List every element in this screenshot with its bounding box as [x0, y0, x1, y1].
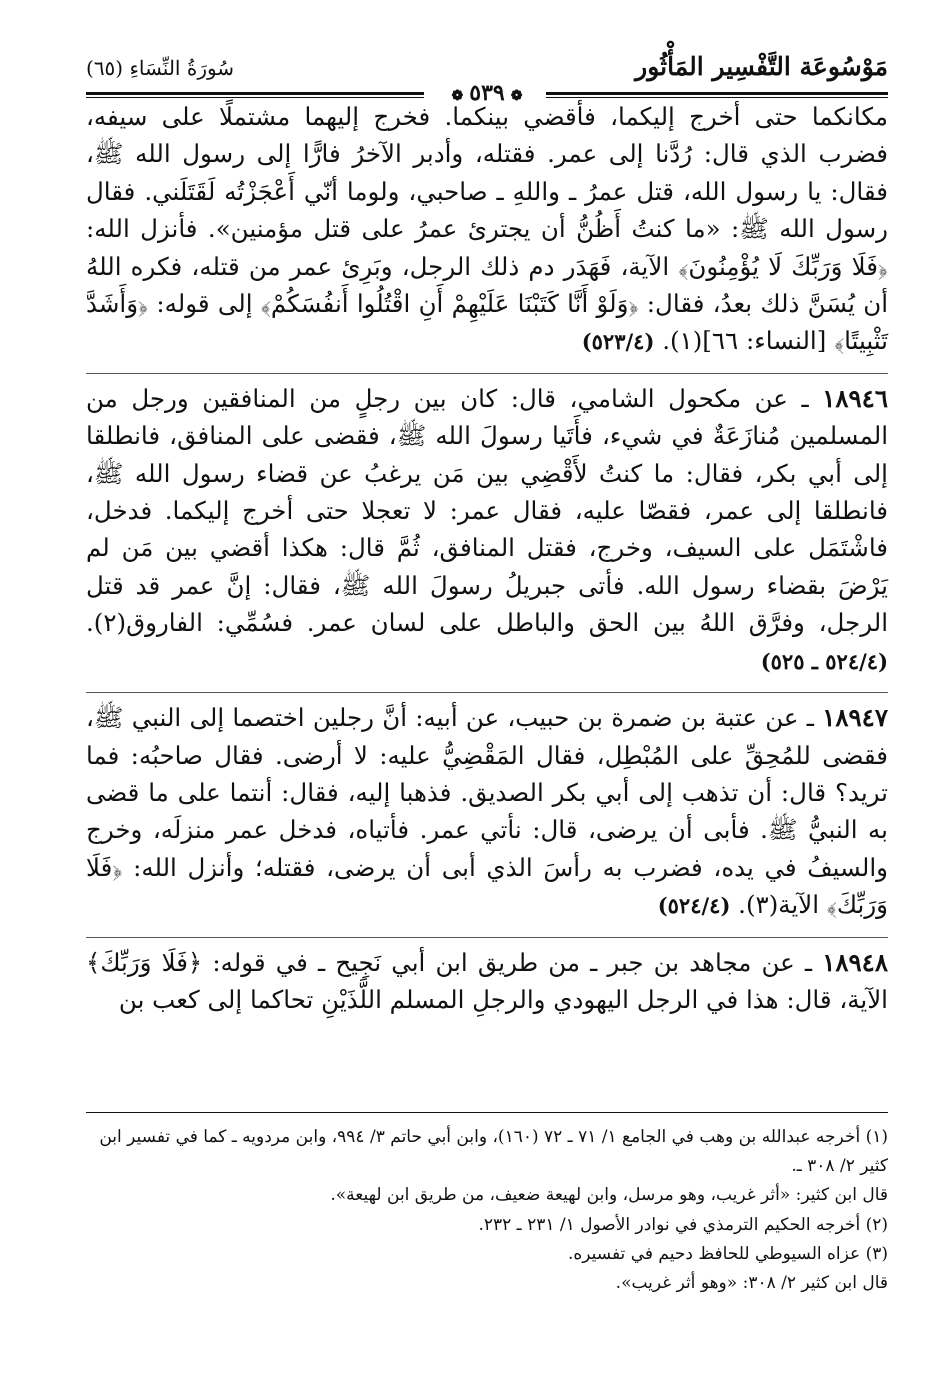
- entry-reference: (٥٢٣/٤): [581, 329, 655, 355]
- entry-18948: [86, 937, 888, 1019]
- entry-18946: [86, 373, 888, 680]
- entry-number: ١٨٩٤٧: [822, 703, 888, 733]
- footnote: قال ابن كثير ٢/ ٣٠٨: «وهو أثر غريب».: [615, 1273, 888, 1294]
- entry-paragraph: [86, 699, 888, 924]
- main-text: [86, 98, 888, 1018]
- entry-paragraph: [86, 380, 888, 680]
- entry-text: مكانكما حتى أخرج إليكما، فأقضي بينكما. فخرج إليهما مشتملًا على سيفه، فضرب الذي قال: رُدَّنا إلى عمر. فقتله، وأدبر الآخرُ فارًّا إلى رسول الله ﷺ، فقال: يا رسول الله، قتل عمرُ ـ واللهِ ـ صاحبي، ولوما أنّي أَعْجَزْتُه لَقَتَلَني. فقال رسول الله ﷺ: «ما كنتُ أَظُنُّ أن يجترئ عمرُ على قتل مؤمنين». فأنزل الله: ﴿فَلَا وَرَبِّكَ لَا يُؤْمِنُونَ﴾ الآية، فَهَدَر دم ذلك الرجل، وبَرِئ عمر من قتله، فكره اللهُ أن يُسَنَّ ذلك بعدُ، فقال: ﴿وَلَوْ أَنَّا كَتَبْنَا عَلَيْهِمْ أَنِ اقْتُلُوا أَنفُسَكُمْ﴾ إلى قوله: ﴿وَأَشَدَّ تَثْبِيتًا﴾ [النساء: ٦٦](١).: [86, 102, 888, 356]
- entry-reference: (٥٢٤/٤): [657, 893, 731, 919]
- ornament-icon: ❁: [451, 88, 464, 104]
- entry-number: ١٨٩٤٨: [822, 947, 888, 977]
- entry-reference: (٥٢٤/٤ ـ ٥٢٥): [760, 648, 888, 674]
- entry-text: ـ عن مكحول الشامي، قال: كان بين رجلٍ من المنافقين ورجل من المسلمين مُنازَعَةٌ في شيء، فأَتَيا رسولَ الله ﷺ، فقضى على المنافق، فانطلقا إلى أبي بكر، فقال: ما كنتُ لأَقْضِي بين مَن يرغبُ عن قضاء رسول الله ﷺ، فانطلقا إلى عمر، فقصّا عليه، فقال عمر: لا تعجلا حتى أخرج إليكما. فدخل، فاشْتَمَل على السيف، وخرج، فقتل المنافق، ثُمَّ قال: هكذا أقضي بين مَن لم يَرْضَ بقضاء رسول الله. فأتى جبريلُ رسولَ الله ﷺ، فقال: إنَّ عمر قد قتل الرجل، وفرَّق اللهُ بين الحق والباطل على لسان عمر. فسُمِّي: الفاروق(٢).: [86, 383, 888, 638]
- page-number: ٥٣٩: [469, 80, 505, 106]
- entry-number: ١٨٩٤٦: [822, 383, 888, 413]
- entry-text: ـ عن عتبة بن ضمرة بن حبيب، عن أبيه: أنَّ رجلين اختصما إلى النبي ﷺ، فقضى للمُحِقِّ على المُبْطِل، فقال المَقْضِيُّ عليه: لا أرضى. فقال صاحبُه: فما تريد؟ قال: أن تذهب إلى أبي بكر الصديق. فذهبا إليه، فقال: أنتما على ما قضى به النبيُّ ﷺ. فأبى أن يرضى، قال: نأتي عمر. فأتياه، فدخل عمر منزلَه، وخرج والسيفُ في يده، فضرب به رأسَ الذي أبى أن يرضى، فقتله؛ وأنزل الله: ﴿فَلَا وَرَبِّكَ﴾ الآية(٣).: [86, 703, 888, 920]
- entry-paragraph: [86, 944, 888, 1019]
- ornament-icon: ❁: [510, 88, 523, 104]
- page-number-row: [86, 80, 888, 106]
- surah-label: سُورَةُ النِّسَاءِ (٦٥): [86, 56, 235, 80]
- entry-text: ـ عن مجاهد بن جبر ـ من طريق ابن أبي نَجِيح ـ في قوله: ﴿فَلَا وَرَبِّكَ﴾ الآية، قال: هذا في الرجل اليهودي والرجلِ المسلم اللَّذَيْنِ تحاكما إلى كعب بن: [86, 947, 888, 1014]
- entry-paragraph: [86, 98, 888, 361]
- footnote: قال ابن كثير: «أثر غريب، وهو مرسل، وابن لهيعة ضعيف، من طريق ابن لهيعة».: [330, 1185, 888, 1206]
- footnote: (١) أخرجه عبدالله بن وهب في الجامع ١/ ٧١ ـ ٧٢ (١٦٠)، وابن أبي حاتم ٣/ ٩٩٤، وابن مردويه ـ كما في تفسير ابن كثير ٢/ ٣٠٨ ـ.: [99, 1127, 888, 1177]
- page-header: [86, 52, 888, 106]
- footnote: (٢) أخرجه الحكيم الترمذي في نوادر الأصول ١/ ٢٣١ ـ ٢٣٢.: [478, 1214, 888, 1235]
- book-title: مَوْسُوعَة التَّفْسِير المَأْثُور: [635, 52, 888, 81]
- entry-continuation: [86, 98, 888, 361]
- footnote: (٣) عزاه السيوطي للحافظ دحيم في تفسيره.: [567, 1243, 888, 1264]
- footnotes: [86, 1112, 888, 1298]
- entry-18947: [86, 692, 888, 924]
